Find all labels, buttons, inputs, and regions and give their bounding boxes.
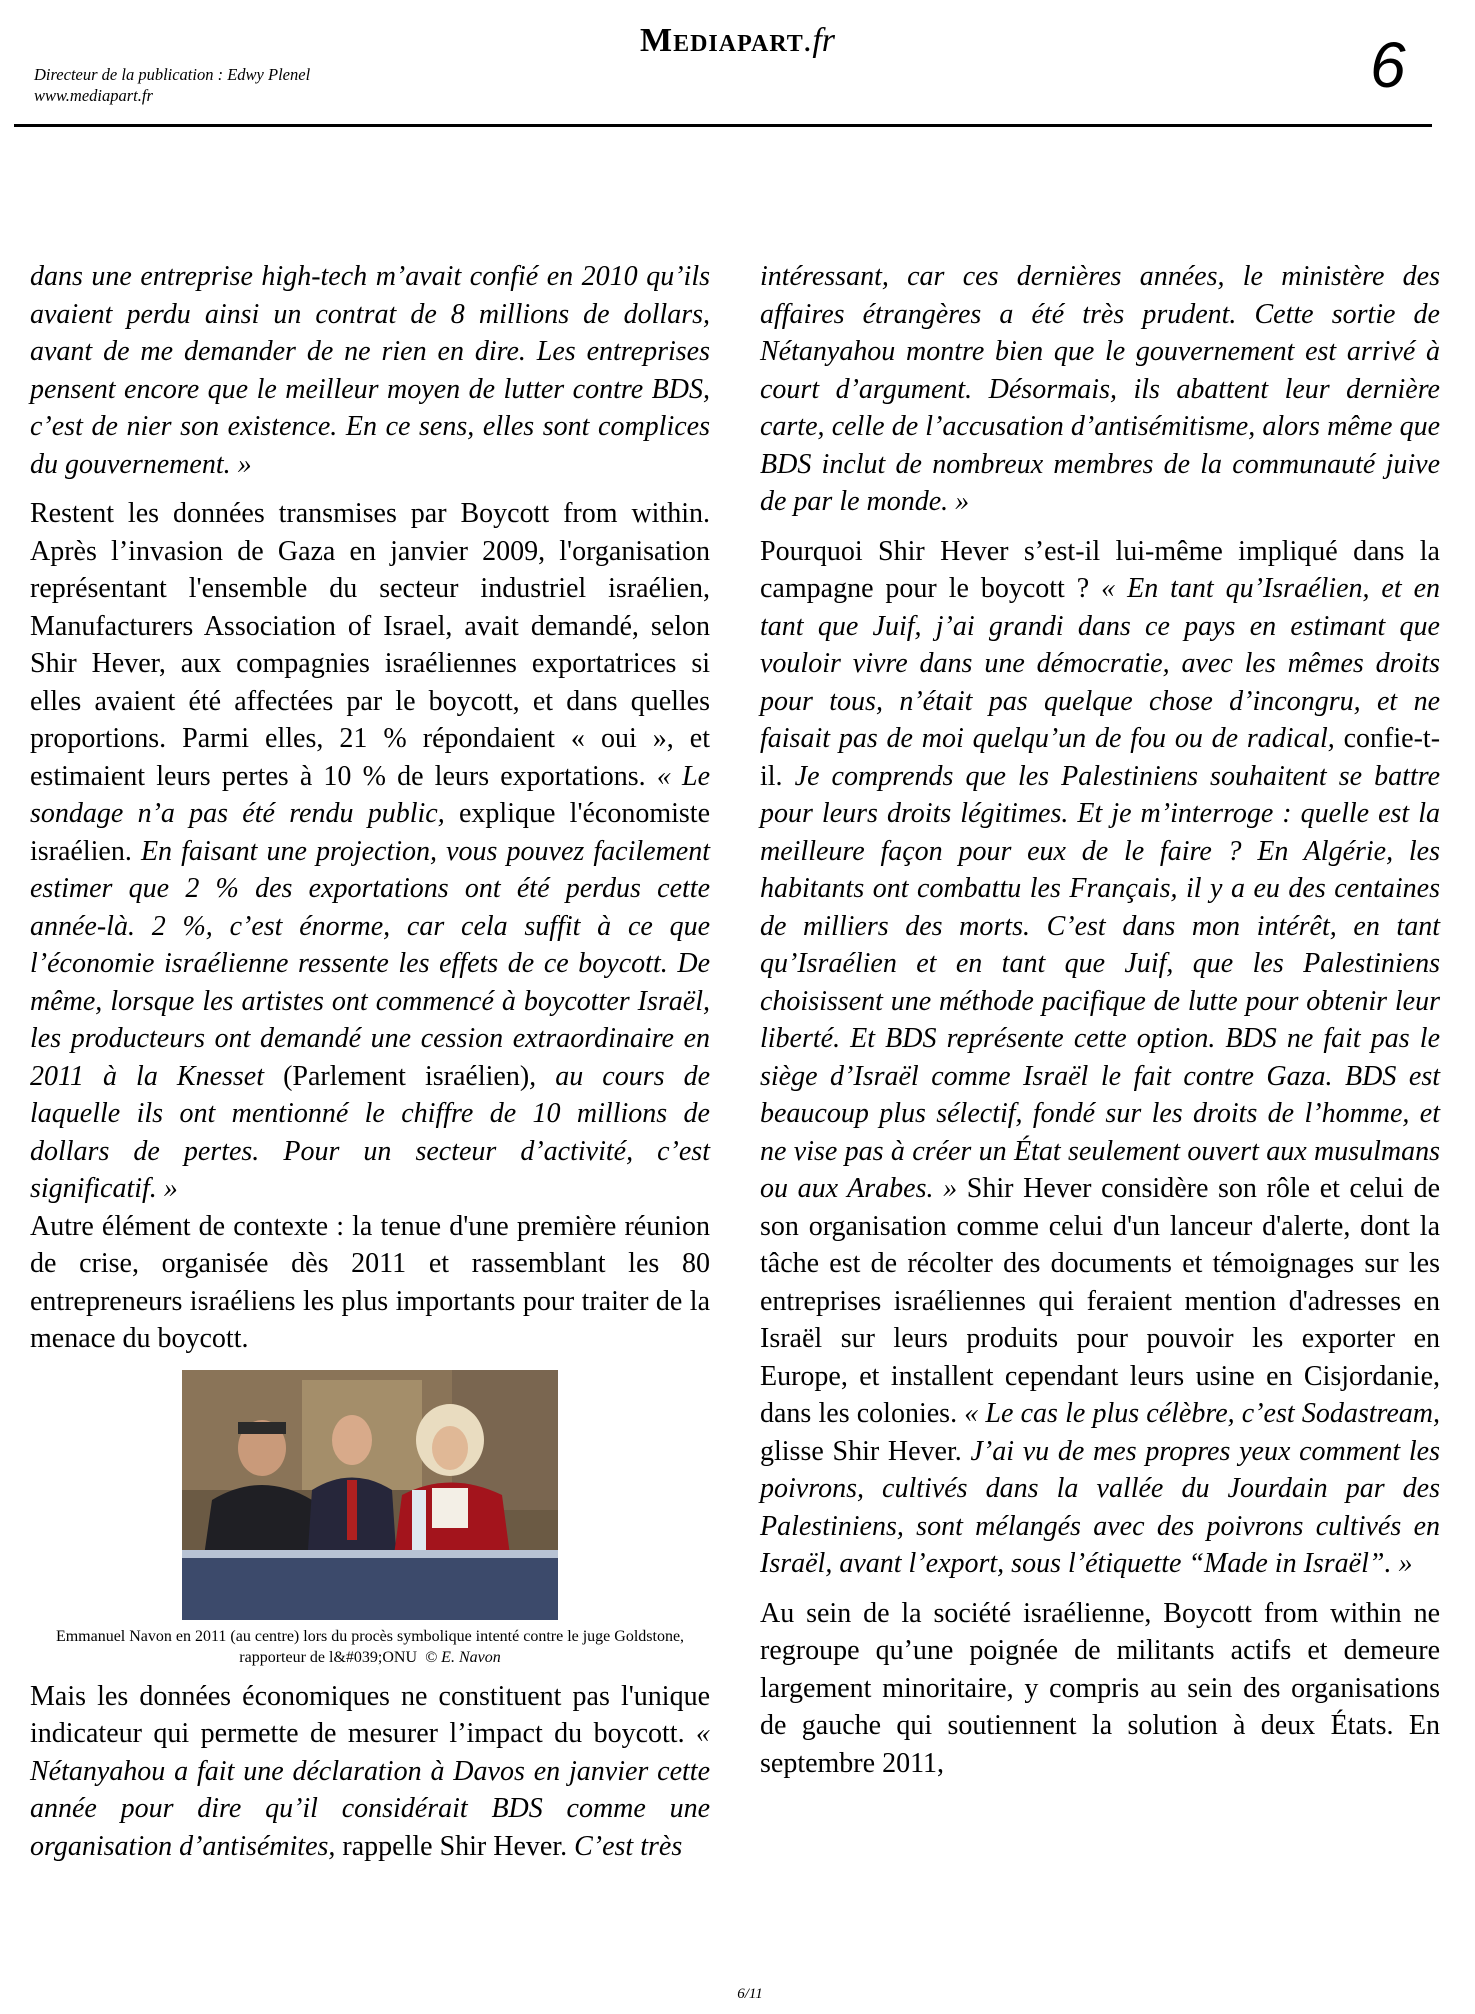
quote-text: , au cours de laquelle ils ont mentionné le chiffre de 10 millions de dollars de pertes. Pour un secteur d’activité, c’est significatif. » [30, 1060, 710, 1204]
panel-photo-illustration [182, 1370, 558, 1620]
body-text: Pourquoi Shir Hever s’est-il lui-même impliqué dans la campagne pour le boycott ? [760, 535, 1440, 604]
paragraph [30, 258, 710, 483]
column-left [30, 258, 710, 1877]
header-rule [14, 124, 1432, 127]
photo-credit: © E. Navon [425, 1648, 501, 1666]
paragraph [30, 1208, 710, 1358]
quote-text: dans une entreprise high-tech m’avait confié en 2010 qu’ils avaient perdu ainsi un contrat de 8 millions de dollars, avant de me demander de ne rien en dire. Les entreprises pensent encore que le meilleur moyen de lutter contre BDS, c’est de nier son existence. En ce sens, elles sont complices du gouvernement. » [30, 261, 710, 480]
website-line: www.mediapart.fr [34, 86, 153, 105]
paragraph [30, 1678, 710, 1866]
body-text: rappelle Shir Hever. [342, 1830, 568, 1862]
quote-text: En faisant une projection, vous pouvez facilement estimer que 2 % des exportations ont été perdus cette année-là. 2 %, c’est énorme, car cela suffit à ce que l’économie israélienne ressente les effets de ce boycott. De même, lorsque les artistes ont commencé à boycotter Israël, les producteurs ont demandé une cession extraordinaire en 2011 à la Knesset [30, 835, 711, 1092]
paragraph [760, 533, 1440, 1583]
logo-main: Mediapart [640, 22, 804, 59]
mediapart-logo [640, 22, 835, 60]
publication-info [34, 64, 310, 106]
quote-text: C’est très [574, 1830, 683, 1862]
paragraph [760, 258, 1440, 521]
body-text: Shir Hever considère son rôle et celui de son organisation comme celui d'un lanceur d'alerte, dont la tâche est de récolter des documents et témoignages sur les entreprises israéliennes qui feraient mention d'adresses en Israël sur leurs produits pour pouvoir les exporter en Europe, et installent cependant leurs usine en Cisjordanie, dans les colonies. [760, 1173, 1441, 1429]
quote-text: « Le sondage n’a pas été rendu public, [30, 760, 711, 829]
quote-text: Je comprends que les Palestiniens souhaitent se battre pour leurs droits légitimes. Et je m’interroge : quelle est la meilleure façon pour eux de le faire ? En Algérie, les habitants ont combattu les Français, il y a eu des centaines de milliers des morts. C’est dans mon intérêt, en tant qu’Israélien et en tant que Juif, que les Palestiniens choisissent une méthode pacifique de lutte pour obtenir leur liberté. Et BDS représente cette option. BDS ne fait pas le siège d’Israël comme Israël le fait contre Gaza. BDS est beaucoup plus sélectif, fondé sur les droits de l’homme, et ne vise pas à créer un État seulement ouvert aux musulmans ou aux Arabes. » [760, 760, 1441, 1204]
body-text: Restent les données transmises par Boycott from within. Après l’invasion de Gaza en janvier 2009, l'organisation représentant l'ensemble du secteur industriel israélien, Manufacturers Association of Israel, avait demandé, selon Shir Hever, aux compagnies israéliennes exportatrices si elles avaient été affectées par le boycott, et dans quelles proportions. Parmi elles, 21 % répondaient « oui », et estimaient leurs pertes à 10 % de leurs exportations. [30, 498, 710, 792]
page-footer: 6/11 [737, 1986, 763, 2002]
body-text: confie-t-il. [760, 723, 1441, 792]
body-text: Autre élément de contexte : la tenue d'une première réunion de crise, organisée dès 2011 et rassemblant les 80 entrepreneurs israéliens les plus importants pour traiter de la menace du boycott. [30, 1210, 710, 1354]
quote-text: « Nétanyahou a fait une déclaration à Davos en janvier cette année pour dire qu’il considérait BDS comme une organisation d’antisémites, [30, 1718, 711, 1862]
photo-figure [30, 1370, 710, 1668]
body-text: explique l'économiste israélien. [30, 798, 711, 867]
photo-caption [30, 1626, 710, 1668]
page-header [0, 0, 1475, 130]
page-number: 6 [1370, 29, 1406, 101]
director-line: Directeur de la publication : Edwy Plenel [34, 65, 311, 84]
panel-photo [182, 1370, 558, 1620]
body-text: glisse Shir Hever. [760, 1435, 962, 1467]
quote-text: « Le cas le plus célèbre, c’est Sodastream, [964, 1398, 1441, 1429]
quote-text: intéressant, car ces dernières années, le ministère des affaires étrangères a été très prudent. Cette sortie de Nétanyahou montre bien que le gouvernement est arrivé à court d’argument. Désormais, ils abattent leur dernière carte, celle de l’accusation d’antisémitisme, alors même que BDS inclut de nombreux membres de la communauté juive de par le monde. » [760, 261, 1440, 517]
body-text: Au sein de la société israélienne, Boycott from within ne regroupe qu’une poignée de militants actifs et demeure largement minoritaire, y compris au sein des organisations de gauche qui soutiennent la solution à deux États. En septembre 2011, [760, 1597, 1440, 1779]
paragraph [760, 1595, 1440, 1783]
logo-suffix: .fr [803, 22, 835, 59]
quote-text: J’ai vu de mes propres yeux comment les poivrons, cultivés dans la vallée du Jourdain par des Palestiniens, sont mélangés avec des poivrons cultivés en Israël, avant l’export, sous l’étiquette “Made in Israël”. » [760, 1435, 1441, 1579]
caption-text: Emmanuel Navon en 2011 (au centre) lors du procès symbolique intenté contre le juge Goldstone, rapporteur de l&#039;ONU [55, 1627, 685, 1666]
body-text: Mais les données économiques ne constituent pas l'unique indicateur qui permette de mesurer l’impact du boycott. [30, 1680, 710, 1749]
column-right [760, 258, 1440, 1794]
body-text: (Parlement israélien) [283, 1060, 530, 1092]
quote-text: « En tant qu’Israélien, et en tant que Juif, j’ai grandi dans ce pays en estimant que vouloir vivre dans une démocratie, avec les mêmes droits pour tous, n’était pas quelque chose d’incongru, et ne faisait pas de moi quelqu’un de fou ou de radical, [760, 573, 1441, 754]
paragraph [30, 495, 710, 1208]
